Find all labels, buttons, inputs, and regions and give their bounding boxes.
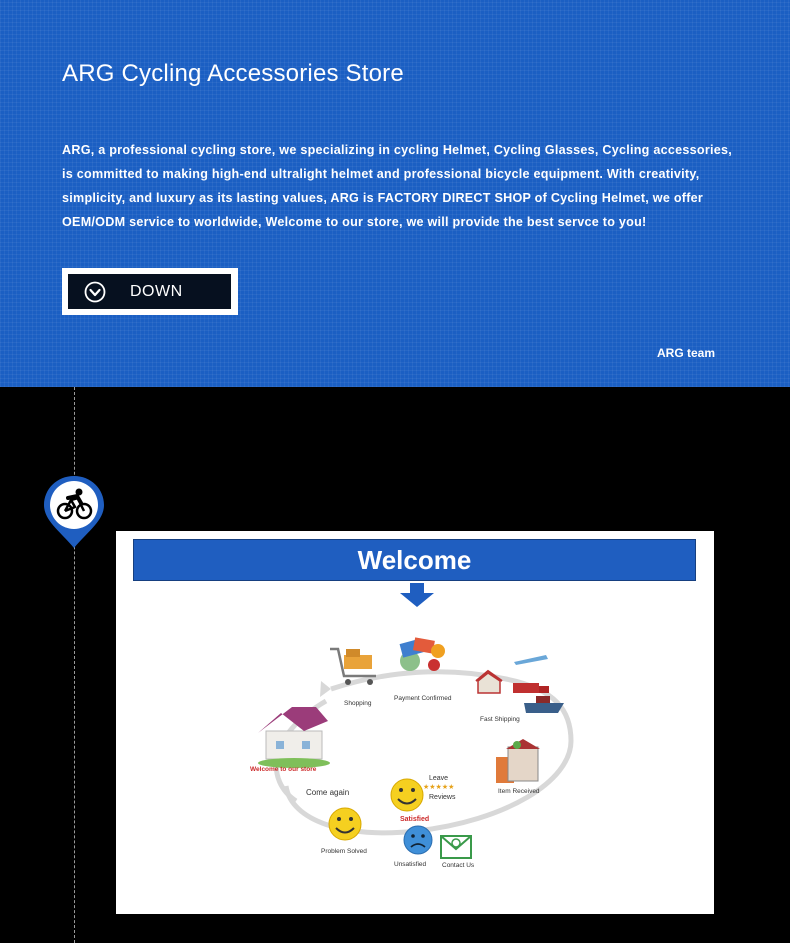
down-button[interactable] — [68, 274, 231, 309]
unsatisfied-face-icon — [404, 826, 432, 854]
step-unsatisfied: Unsatisfied — [394, 861, 427, 868]
cyclist-pin-icon — [41, 474, 107, 550]
step-leave: Leave — [429, 775, 449, 782]
shopping-process-diagram — [116, 531, 714, 914]
welcome-card — [116, 531, 714, 914]
problem-solved-smiley-icon — [329, 808, 361, 840]
step-shopping: Shopping — [344, 700, 372, 707]
step-problem-solved: Problem Solved — [321, 848, 367, 855]
shopping-cart-icon — [330, 649, 376, 685]
envelope-icon — [441, 836, 471, 858]
step-reviews: Reviews — [429, 794, 456, 801]
step-welcome-store: Welcome to our store — [250, 766, 317, 773]
welcome-header: Welcome — [133, 539, 696, 581]
step-satisfied: Satisfied — [400, 816, 430, 823]
down-button-frame — [62, 268, 238, 315]
payment-cards-icon — [400, 637, 445, 671]
shipping-icon — [476, 655, 564, 713]
step-payment-confirmed: Payment Confirmed — [394, 695, 452, 702]
chevron-down-circle-icon — [84, 281, 106, 303]
store-banner — [0, 0, 790, 387]
store-title: ARG Cycling Accessories Store — [62, 60, 404, 87]
review-stars: ★★★★★ — [423, 784, 455, 791]
store-description: ARG, a professional cycling store, we specializing in cycling Helmet, Cycling Glasses, Cycling accessories, is committed to making high-end ultralight helmet and professional bicycle equipment. With creativity, simplicity, and luxury as its lasting values, ARG is FACTORY DIRECT SHOP of Cycling Helmet, we offer OEM/ODM service to worldwide, Welcome to our store, we will provide the best servce to you! — [62, 143, 732, 229]
item-received-icon — [496, 739, 540, 783]
down-button-label: DOWN — [130, 282, 183, 300]
satisfied-smiley-icon — [391, 779, 423, 811]
timeline-line — [74, 387, 75, 943]
step-fast-shipping: Fast Shipping — [480, 716, 520, 723]
house-icon — [258, 707, 330, 768]
signature: ARG team — [657, 346, 716, 360]
step-item-received: Item Received — [498, 788, 540, 795]
step-come-again: Come again — [306, 788, 350, 797]
step-contact-us: Contact Us — [442, 862, 475, 869]
